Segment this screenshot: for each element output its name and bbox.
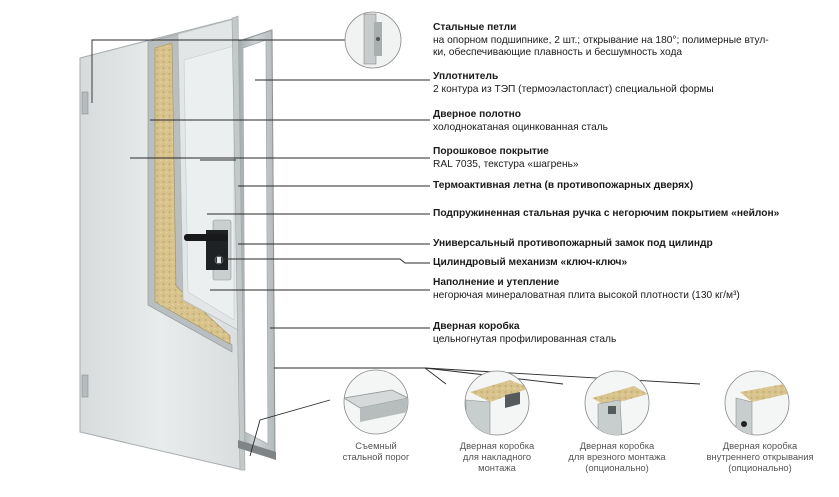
feature-title: Наполнение и утепление bbox=[433, 277, 560, 288]
hinge-detail-bubble bbox=[345, 12, 401, 68]
caption-line: монтажа bbox=[478, 462, 516, 473]
inward-opening-frame-bubble bbox=[725, 371, 796, 436]
feature-handle bbox=[433, 208, 779, 221]
feature-thermo-tape bbox=[433, 180, 693, 193]
caption-line: (опционально) bbox=[728, 462, 792, 473]
feature-title: Подпружиненная стальная ручка с негорючим покрытием «нейлон» bbox=[433, 208, 780, 219]
option-inward-caption bbox=[690, 440, 830, 473]
mortise-frame-bubble bbox=[585, 371, 649, 436]
feature-desc: цельногнутая профилированная сталь bbox=[433, 333, 617, 345]
caption-line: для накладного bbox=[462, 451, 532, 462]
feature-door-frame bbox=[433, 321, 616, 346]
feature-title: Порошковое покрытие bbox=[433, 146, 549, 157]
feature-title: Дверное полотно bbox=[433, 109, 521, 120]
feature-title: Термоактивная летна (в противопожарных дверях) bbox=[433, 180, 694, 191]
feature-door-leaf bbox=[433, 109, 608, 134]
feature-title: Стальные петли bbox=[433, 22, 517, 33]
feature-desc: RAL 7035, текстура «шагрень» bbox=[433, 158, 579, 170]
option-overlay-caption bbox=[437, 440, 557, 473]
feature-insulation bbox=[433, 277, 740, 302]
feature-cylinder bbox=[433, 257, 627, 270]
caption-line: Дверная коробка bbox=[459, 440, 535, 451]
feature-powder-coating bbox=[433, 146, 579, 171]
feature-seal bbox=[433, 71, 714, 96]
feature-desc: 2 контура из ТЭП (термоэластопласт) специальной формы bbox=[433, 83, 714, 95]
feature-desc: негорючая минераловатная плита высокой плотности (130 кг/м³) bbox=[433, 289, 740, 301]
feature-desc: холоднокатаная оцинкованная сталь bbox=[433, 121, 608, 133]
caption-line: для врезного монтажа bbox=[568, 451, 666, 462]
caption-line: Дверная коробка bbox=[722, 440, 798, 451]
caption-line: Дверная коробка bbox=[579, 440, 655, 451]
caption-line: стальной порог bbox=[342, 451, 410, 462]
feature-title: Цилиндровый механизм «ключ-ключ» bbox=[433, 257, 628, 268]
option-threshold-caption bbox=[318, 440, 434, 462]
feature-title: Универсальный противопожарный замок под цилиндр bbox=[433, 238, 713, 249]
threshold-detail-bubble bbox=[344, 370, 408, 434]
feature-desc: на опорном подшипнике, 2 шт.; открывание на 180°; полимерные втул- bbox=[433, 34, 769, 46]
feature-lock bbox=[433, 238, 713, 251]
feature-hinges bbox=[433, 22, 769, 60]
overlay-frame-bubble bbox=[465, 371, 530, 436]
feature-title: Дверная коробка bbox=[433, 321, 520, 332]
caption-line: (опционально) bbox=[585, 462, 649, 473]
option-mortise-caption bbox=[552, 440, 682, 473]
feature-desc: ки, обеспечивающие плавность и бесшумность хода bbox=[433, 47, 683, 58]
caption-line: Съемный bbox=[355, 440, 397, 451]
caption-line: внутреннего открывания bbox=[706, 451, 814, 462]
feature-title: Уплотнитель bbox=[433, 71, 499, 82]
